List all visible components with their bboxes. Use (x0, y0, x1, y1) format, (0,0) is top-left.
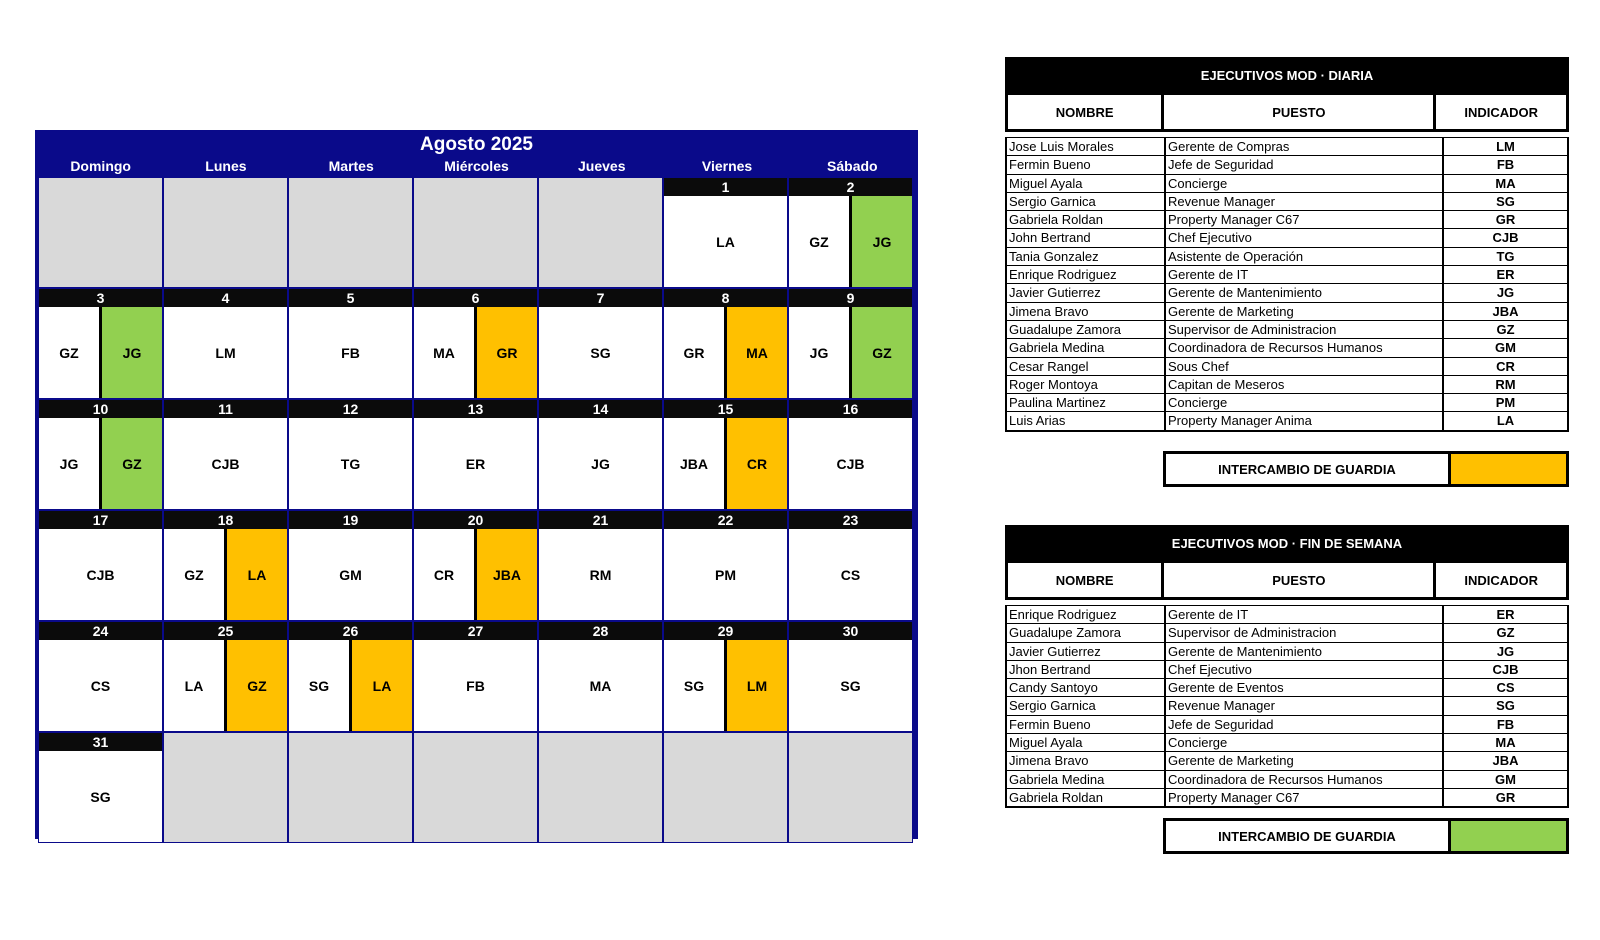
weekday-label: Martes (328, 158, 374, 174)
day-number: 9 (789, 289, 912, 307)
table-row (1007, 338, 1567, 356)
day-cell (788, 288, 913, 399)
employee-indicator: MA (1442, 175, 1567, 192)
day-cell (788, 399, 913, 510)
guard-swap-assignment: LM (724, 640, 787, 731)
guard-assignment: PM (715, 566, 736, 583)
day-number: 5 (289, 289, 412, 307)
day-number: 24 (39, 622, 162, 640)
day-number: 27 (414, 622, 537, 640)
table-row (1007, 283, 1567, 301)
employee-position: Gerente de Mantenimiento (1164, 284, 1442, 301)
day-assignments (289, 307, 412, 398)
employee-name: Miguel Ayala (1009, 175, 1083, 191)
employee-indicator: JBA (1442, 752, 1567, 769)
day-number: 6 (414, 289, 537, 307)
column-header-nombre: NOMBRE (1055, 572, 1114, 588)
guard-swap-assignment: GZ (224, 640, 287, 731)
empty-day-cell (663, 732, 788, 843)
guard-assignment: FB (466, 677, 485, 694)
employee-position: Jefe de Seguridad (1164, 716, 1442, 733)
calendar-week (38, 732, 915, 843)
day-number: 30 (789, 622, 912, 640)
guard-assignment: SG (840, 677, 861, 694)
day-cell (538, 399, 663, 510)
table-row (1007, 678, 1567, 696)
day-cell (288, 288, 413, 399)
employee-name: Enrique Rodriguez (1009, 607, 1117, 622)
weekend-legend (1163, 818, 1569, 854)
table-row (1007, 228, 1567, 246)
employee-indicator: GM (1442, 339, 1567, 356)
employee-position: Gerente de Eventos (1164, 679, 1442, 696)
guard-assignment: JG (591, 455, 610, 472)
day-cell (288, 399, 413, 510)
guard-assignment: LA (184, 677, 204, 694)
day-cell (163, 510, 288, 621)
table-row (1007, 210, 1567, 228)
day-cell (663, 510, 788, 621)
table-row (1007, 320, 1567, 338)
day-cell (163, 399, 288, 510)
table-row (1007, 770, 1567, 788)
guard-assignment: CJB (211, 455, 240, 472)
employee-position: Concierge (1164, 734, 1442, 751)
day-cell (663, 177, 788, 288)
day-cell (663, 621, 788, 732)
employee-indicator: RM (1442, 376, 1567, 393)
weekday-label: Jueves (578, 158, 626, 174)
day-cell (538, 288, 663, 399)
guard-assignment: MA (589, 677, 612, 694)
employee-position: Property Manager Anima (1164, 412, 1442, 429)
employee-name: Guadalupe Zamora (1009, 321, 1122, 337)
guard-assignment: MA (433, 344, 455, 361)
employee-indicator: ER (1442, 266, 1567, 283)
employee-name: Jhon Bertrand (1009, 661, 1091, 677)
employee-indicator: GM (1442, 771, 1567, 788)
guard-swap-assignment: GZ (849, 307, 912, 398)
table-row (1007, 174, 1567, 192)
employee-name: Miguel Ayala (1009, 735, 1083, 751)
employee-indicator: GR (1442, 789, 1567, 806)
table-row (1007, 375, 1567, 393)
day-assignments (664, 418, 787, 509)
day-assignments (39, 751, 162, 842)
day-number: 18 (164, 511, 287, 529)
guard-assignment: CR (433, 566, 455, 583)
table-row (1007, 788, 1567, 806)
empty-day-cell (788, 732, 913, 843)
empty-day-cell (413, 732, 538, 843)
day-number: 3 (39, 289, 162, 307)
employee-position: Coordinadora de Recursos Humanos (1164, 771, 1442, 788)
employee-name: Tania Gonzalez (1009, 248, 1099, 264)
calendar-title: Agosto 2025 (420, 134, 533, 155)
employee-position: Asistente de Operación (1164, 248, 1442, 265)
daily-table-body (1005, 137, 1569, 432)
guard-swap-assignment: JG (849, 196, 912, 287)
column-header-puesto: PUESTO (1161, 95, 1433, 129)
employee-name: John Bertrand (1009, 230, 1091, 246)
guard-swap-assignment: LA (349, 640, 412, 731)
calendar (35, 130, 918, 839)
table-row (1007, 192, 1567, 210)
day-number: 8 (664, 289, 787, 307)
employee-position: Property Manager C67 (1164, 789, 1442, 806)
weekend-table-title: EJECUTIVOS MOD · FIN DE SEMANA (1005, 525, 1569, 563)
day-assignments (414, 307, 537, 398)
day-number: 1 (664, 178, 787, 196)
guard-assignment: SG (683, 677, 705, 694)
day-number: 4 (164, 289, 287, 307)
day-number: 22 (664, 511, 787, 529)
calendar-week (38, 399, 915, 510)
employee-indicator: JBA (1442, 303, 1567, 320)
day-number: 23 (789, 511, 912, 529)
weekend-table-body (1005, 605, 1569, 808)
guard-assignment: FB (341, 344, 360, 361)
day-number: 15 (664, 400, 787, 418)
guard-assignment: JBA (679, 455, 708, 472)
table-row (1007, 393, 1567, 411)
calendar-week (38, 177, 915, 288)
day-number: 21 (539, 511, 662, 529)
employee-name: Fermin Bueno (1009, 716, 1091, 732)
guard-swap-assignment: MA (724, 307, 787, 398)
day-number: 17 (39, 511, 162, 529)
day-number: 10 (39, 400, 162, 418)
day-number: 13 (414, 400, 537, 418)
employee-position: Gerente de Marketing (1164, 303, 1442, 320)
employee-position: Gerente de Compras (1164, 138, 1442, 155)
guard-swap-assignment: JBA (474, 529, 537, 620)
day-assignments (789, 418, 912, 509)
table-row (1007, 605, 1567, 623)
employee-indicator: FB (1442, 156, 1567, 173)
day-number: 14 (539, 400, 662, 418)
daily-table-header (1005, 95, 1569, 132)
employee-position: Supervisor de Administracion (1164, 321, 1442, 338)
employee-position: Concierge (1164, 175, 1442, 192)
employee-indicator: MA (1442, 734, 1567, 751)
day-cell (163, 288, 288, 399)
employee-indicator: ER (1442, 606, 1567, 623)
employee-name: Jimena Bravo (1009, 753, 1089, 769)
day-cell (288, 621, 413, 732)
employee-position: Concierge (1164, 394, 1442, 411)
day-number: 11 (164, 400, 287, 418)
day-assignments (789, 196, 912, 287)
day-cell (38, 732, 163, 843)
guard-assignment: LA (716, 233, 735, 250)
guard-swap-assignment: GZ (99, 418, 162, 509)
day-cell (413, 399, 538, 510)
guard-assignment: CS (90, 677, 111, 694)
employee-indicator: CJB (1442, 661, 1567, 678)
day-number: 19 (289, 511, 412, 529)
employee-indicator: JG (1442, 643, 1567, 660)
employee-indicator: FB (1442, 716, 1567, 733)
employee-position: Sous Chef (1164, 358, 1442, 375)
guard-assignment: GM (339, 566, 362, 583)
column-header-indicador: INDICADOR (1433, 95, 1566, 129)
employee-name: Javier Gutierrez (1009, 285, 1101, 301)
weekday-label: Viernes (701, 158, 753, 174)
column-header-puesto: PUESTO (1161, 563, 1433, 597)
guard-assignment: GZ (59, 344, 79, 361)
day-number: 31 (39, 733, 162, 751)
table-row (1007, 660, 1567, 678)
employee-indicator: GR (1442, 211, 1567, 228)
day-assignments (39, 418, 162, 509)
employee-name: Fermin Bueno (1009, 157, 1091, 173)
employee-position: Revenue Manager (1164, 697, 1442, 714)
employee-indicator: LM (1442, 138, 1567, 155)
employee-indicator: CR (1442, 358, 1567, 375)
guard-assignment: SG (308, 677, 330, 694)
day-assignments (664, 640, 787, 731)
employee-name: Guadalupe Zamora (1009, 625, 1122, 641)
guard-assignment: CS (840, 566, 861, 583)
weekday-label: Domingo (70, 158, 131, 174)
day-cell (38, 510, 163, 621)
empty-day-cell (538, 177, 663, 288)
day-number: 20 (414, 511, 537, 529)
employee-indicator: GZ (1442, 321, 1567, 338)
employee-position: Jefe de Seguridad (1164, 156, 1442, 173)
table-row (1007, 137, 1567, 155)
weekday-label: Sábado (827, 158, 878, 174)
daily-legend (1163, 451, 1569, 487)
weekday-label: Miércoles (444, 158, 509, 174)
guard-assignment: ER (465, 455, 486, 472)
guard-swap-assignment: LA (224, 529, 287, 620)
guard-swap-assignment: JG (99, 307, 162, 398)
legend-label: INTERCAMBIO DE GUARDIA (1166, 454, 1451, 484)
employee-name: Enrique Rodriguez (1009, 267, 1117, 283)
table-row (1007, 715, 1567, 733)
day-cell (413, 621, 538, 732)
employee-name: Gabriela Medina (1009, 340, 1105, 356)
guard-assignment: GR (683, 344, 705, 361)
empty-day-cell (413, 177, 538, 288)
table-row (1007, 247, 1567, 265)
day-assignments (789, 529, 912, 620)
employee-indicator: GZ (1442, 624, 1567, 641)
guard-assignment: RM (589, 566, 612, 583)
employee-indicator: PM (1442, 394, 1567, 411)
day-assignments (539, 529, 662, 620)
calendar-week (38, 288, 915, 399)
day-assignments (289, 418, 412, 509)
day-assignments (664, 307, 787, 398)
employee-indicator: SG (1442, 193, 1567, 210)
empty-day-cell (288, 177, 413, 288)
table-row (1007, 411, 1567, 429)
day-assignments (39, 640, 162, 731)
day-assignments (414, 529, 537, 620)
employee-indicator: CS (1442, 679, 1567, 696)
guard-assignment: GZ (809, 233, 829, 250)
employee-name: Paulina Martinez (1009, 395, 1106, 411)
day-assignments (164, 418, 287, 509)
empty-day-cell (163, 177, 288, 288)
weekend-mod-table (1005, 525, 1569, 808)
empty-day-cell (538, 732, 663, 843)
employee-position: Gerente de IT (1164, 606, 1442, 623)
day-cell (538, 510, 663, 621)
table-row (1007, 751, 1567, 769)
day-assignments (39, 529, 162, 620)
employee-position: Chef Ejecutivo (1164, 229, 1442, 246)
day-number: 16 (789, 400, 912, 418)
employee-name: Gabriela Roldan (1009, 212, 1103, 228)
day-number: 2 (789, 178, 912, 196)
weekday-label: Lunes (205, 158, 247, 174)
table-row (1007, 696, 1567, 714)
table-row (1007, 623, 1567, 641)
day-cell (788, 510, 913, 621)
table-row (1007, 642, 1567, 660)
guard-assignment: GZ (184, 566, 204, 583)
day-assignments (664, 529, 787, 620)
day-cell (288, 510, 413, 621)
employee-indicator: LA (1442, 412, 1567, 429)
table-row (1007, 733, 1567, 751)
calendar-grid (38, 177, 915, 843)
day-assignments (539, 640, 662, 731)
day-cell (788, 621, 913, 732)
employee-name: Javier Gutierrez (1009, 643, 1101, 659)
day-assignments (414, 418, 537, 509)
day-cell (38, 399, 163, 510)
day-cell (663, 288, 788, 399)
day-cell (538, 621, 663, 732)
employee-name: Gabriela Medina (1009, 771, 1105, 787)
day-cell (163, 621, 288, 732)
employee-indicator: JG (1442, 284, 1567, 301)
day-assignments (664, 196, 787, 287)
day-number: 26 (289, 622, 412, 640)
day-cell (413, 288, 538, 399)
weekday-header-row (38, 158, 915, 176)
guard-assignment: SG (90, 788, 111, 805)
day-assignments (414, 640, 537, 731)
table-row (1007, 357, 1567, 375)
daily-table-title: EJECUTIVOS MOD · DIARIA (1005, 57, 1569, 95)
day-assignments (289, 640, 412, 731)
guard-assignment: JG (809, 344, 829, 361)
employee-name: Jose Luis Morales (1009, 139, 1114, 154)
day-number: 12 (289, 400, 412, 418)
column-header-nombre: NOMBRE (1055, 104, 1114, 120)
guard-assignment: JG (59, 455, 79, 472)
day-cell (413, 510, 538, 621)
legend-swatch-green (1451, 821, 1566, 851)
legend-label: INTERCAMBIO DE GUARDIA (1166, 821, 1451, 851)
employee-position: Property Manager C67 (1164, 211, 1442, 228)
guard-assignment: TG (340, 455, 361, 472)
day-number: 7 (539, 289, 662, 307)
empty-day-cell (288, 732, 413, 843)
day-assignments (789, 640, 912, 731)
calendar-week (38, 621, 915, 732)
employee-position: Supervisor de Administracion (1164, 624, 1442, 641)
day-cell (38, 288, 163, 399)
employee-position: Gerente de Mantenimiento (1164, 643, 1442, 660)
daily-mod-table (1005, 57, 1569, 432)
day-assignments (164, 640, 287, 731)
table-row (1007, 265, 1567, 283)
day-assignments (164, 529, 287, 620)
guard-assignment: LM (215, 344, 236, 361)
guard-swap-assignment: CR (724, 418, 787, 509)
day-cell (788, 177, 913, 288)
day-assignments (789, 307, 912, 398)
employee-indicator: SG (1442, 697, 1567, 714)
employee-indicator: CJB (1442, 229, 1567, 246)
employee-name: Sergio Garnica (1009, 193, 1096, 209)
employee-name: Luis Arias (1009, 413, 1066, 429)
employee-position: Capitan de Meseros (1164, 376, 1442, 393)
column-header-indicador: INDICADOR (1433, 563, 1566, 597)
employee-name: Sergio Garnica (1009, 698, 1096, 714)
legend-swatch-orange (1451, 454, 1566, 484)
calendar-header (38, 133, 915, 177)
guard-assignment: CJB (86, 566, 115, 583)
day-assignments (539, 418, 662, 509)
day-cell (38, 621, 163, 732)
employee-position: Gerente de Marketing (1164, 752, 1442, 769)
weekend-table-header (1005, 563, 1569, 600)
guard-assignment: SG (590, 344, 611, 361)
guard-swap-assignment: GR (474, 307, 537, 398)
employee-position: Coordinadora de Recursos Humanos (1164, 339, 1442, 356)
employee-position: Revenue Manager (1164, 193, 1442, 210)
guard-assignment: CJB (836, 455, 865, 472)
day-number: 28 (539, 622, 662, 640)
employee-name: Cesar Rangel (1009, 358, 1089, 374)
day-number: 25 (164, 622, 287, 640)
day-cell (663, 399, 788, 510)
employee-indicator: TG (1442, 248, 1567, 265)
employee-name: Roger Montoya (1009, 376, 1098, 392)
empty-day-cell (38, 177, 163, 288)
day-assignments (539, 307, 662, 398)
day-assignments (289, 529, 412, 620)
empty-day-cell (163, 732, 288, 843)
employee-position: Gerente de IT (1164, 266, 1442, 283)
table-row (1007, 155, 1567, 173)
day-number: 29 (664, 622, 787, 640)
calendar-week (38, 510, 915, 621)
day-assignments (39, 307, 162, 398)
employee-position: Chef Ejecutivo (1164, 661, 1442, 678)
employee-name: Gabriela Roldan (1009, 789, 1103, 805)
day-assignments (164, 307, 287, 398)
table-row (1007, 302, 1567, 320)
employee-name: Jimena Bravo (1009, 303, 1089, 319)
employee-name: Candy Santoyo (1009, 680, 1098, 696)
